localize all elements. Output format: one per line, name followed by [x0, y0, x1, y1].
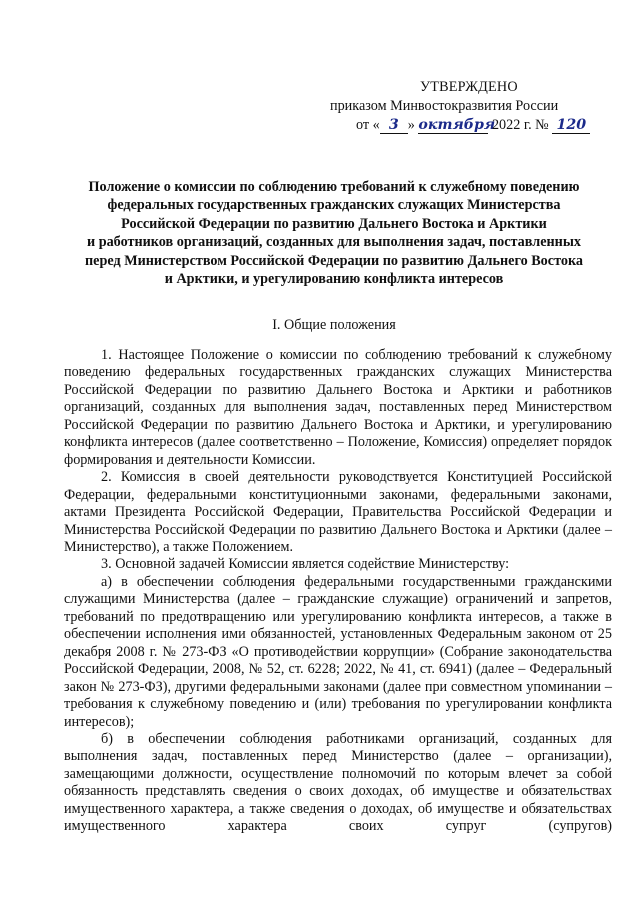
- handwritten-day: 3: [380, 117, 408, 134]
- title-line: федеральных государственных гражданских служащих Министерства: [107, 197, 561, 214]
- paragraph-3a: а) в обеспечении соблюдения федеральными государственными гражданскими служащими Министерства (далее – гражданские служащие) ограничений и запретов, требований по предотвращению или урегулированию конфликта интересов, а также в обеспечении исполнения ими обязанностей, установленных Федеральным законом от 25 декабря 2008 г. № 273-ФЗ «О противодействии коррупции» (Собрание законодательства Российской Федерации, 2008, № 52, ст. 6228; 2022, № 41, ст. 6941) (далее – Федеральный закон № 273-ФЗ), другими федеральными законами (далее при совместном упоминании – требования к служебному поведению и (или) требования по урегулировании конфликта интересов);: [64, 573, 612, 730]
- approval-order-line: приказом Минвостокразвития России: [330, 98, 559, 114]
- title-line: и Арктики, и урегулированию конфликта интересов: [164, 271, 504, 288]
- handwritten-month: октября: [418, 117, 496, 133]
- title-line: перед Министерством Российской Федерации по развитию Дальнего Востока: [85, 252, 583, 269]
- date-prefix: от «: [356, 117, 380, 133]
- paragraph-3: 3. Основной задачей Комиссии является содействие Министерству:: [101, 556, 510, 573]
- document-body: [64, 347, 612, 836]
- year-text: 2022 г. №: [491, 117, 549, 133]
- approval-title: УТВЕРЖДЕНО: [420, 79, 518, 95]
- approval-date-line: [330, 116, 600, 135]
- paragraph-1: 1. Настоящее Положение о комиссии по соблюдению требований к служебному поведению федеральных государственных гражданских служащих Министерства Российской Федерации по развитию Дальнего Востока и Арктики и работников организаций, созданных для выполнения задач, поставленных перед Министерством Российской Федерации по развитию Дальнего Востока и Арктики, и урегулированию конфликта интересов (далее соответственно – Положение, Комиссия) определяет порядок формирования и деятельности Комиссии.: [64, 347, 612, 468]
- approval-stamp: [330, 78, 600, 135]
- date-mid: »: [407, 117, 415, 133]
- document-title: [64, 178, 604, 288]
- section-heading: I. Общие положения: [272, 317, 396, 333]
- title-line: Положение о комиссии по соблюдению требований к служебному поведению: [88, 179, 580, 195]
- title-line: и работников организаций, созданных для выполнения задач, поставленных: [86, 234, 582, 251]
- paragraph-3b: б) в обеспечении соблюдения работниками организаций, созданных для выполнения задач, поставленных перед Министерство (далее – организации), замещающими должности, осуществление полномочий по которым влечет за собой обязанность представлять сведения о своих доходах, об имуществе и обязательствах имущественного характера, а также сведения о доходах, об имуществе и обязательствах имущественного характера своих супруг (супругов): [64, 730, 612, 835]
- paragraph-2: 2. Комиссия в своей деятельности руководствуется Конституцией Российской Федерации, федеральными конституционными законами, федеральными законами, актами Президента Российской Федерации, Правительства Российской Федерации и Министерства Российской Федерации по развитию Дальнего Востока и Арктики (далее – Министерство), а также Положением.: [64, 469, 612, 555]
- handwritten-number: 120: [552, 117, 590, 134]
- title-line: Российской Федерации по развитию Дальнего Востока и Арктики: [121, 215, 547, 232]
